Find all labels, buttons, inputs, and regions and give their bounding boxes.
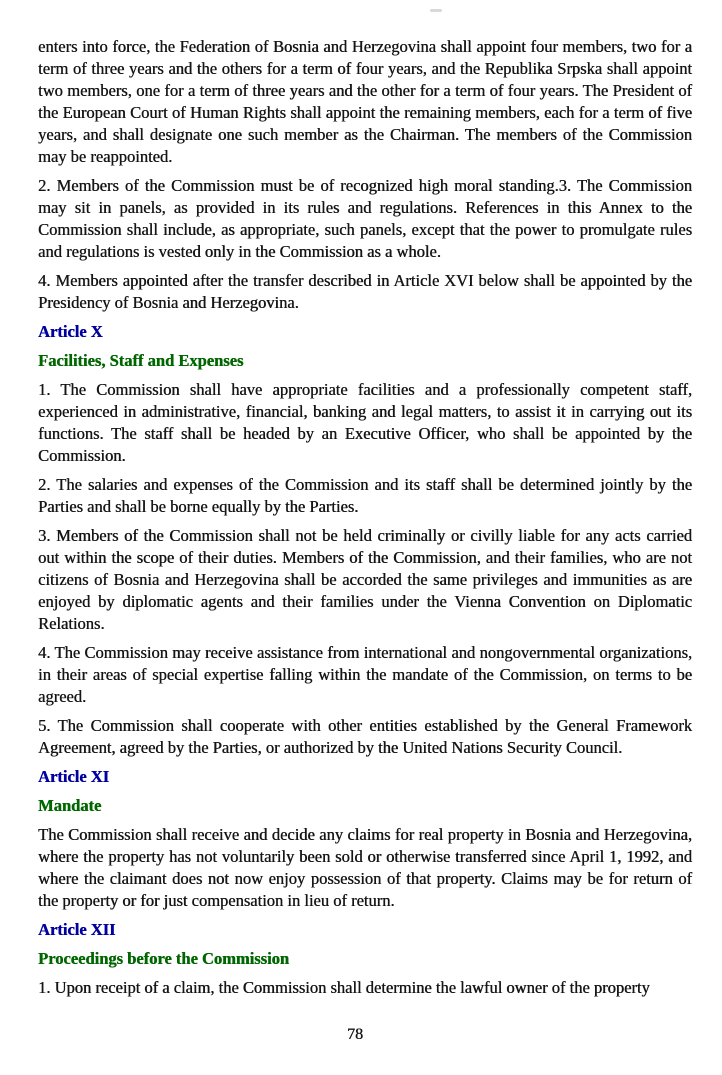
page-content <box>38 36 692 1006</box>
proceedings-heading: Proceedings before the Commission <box>38 949 289 968</box>
paragraph-cooperation: 5. The Commission shall cooperate with other entities established by the General Framework Agreement, agreed by the Parties, or authorized by the United Nations Security Council. <box>38 716 692 757</box>
paragraph-immunities: 3. Members of the Commission shall not be held criminally or civilly liable for any acts carried out within the scope of their duties. Members of the Commission, and their families, who are not citizens of Bosnia and Herzegovina shall be accorded the same privileges and immunities as are enjoyed by diplomatic agents and their families under the Vienna Convention on Diplomatic Relations. <box>38 526 692 633</box>
scan-artifact <box>430 9 442 12</box>
mandate-heading: Mandate <box>38 796 102 815</box>
paragraph-moral-standing: 2. Members of the Commission must be of recognized high moral standing.3. The Commission may sit in panels, as provided in its rules and regulations. References in this Annex to the Commission shall include, as appropriate, such panels, except that the power to promulgate rules and regulations is vested only in the Commission as a whole. <box>38 176 692 261</box>
paragraph-assistance: 4. The Commission may receive assistance from international and nongovernmental organizations, in their areas of special expertise falling within the mandate of the Commission, on terms to be agreed. <box>38 643 692 706</box>
paragraph-members-after-transfer: 4. Members appointed after the transfer described in Article XVI below shall be appointed by the Presidency of Bosnia and Herzegovina. <box>38 271 692 312</box>
paragraph-claim-receipt: 1. Upon receipt of a claim, the Commission shall determine the lawful owner of the property <box>38 978 650 997</box>
paragraph-facilities-staff: 1. The Commission shall have appropriate facilities and a professionally competent staff, experienced in administrative, financial, banking and legal matters, to assist it in carrying out its functions. The staff shall be headed by an Executive Officer, who shall be appointed by the Commission. <box>38 380 692 465</box>
paragraph-mandate: The Commission shall receive and decide any claims for real property in Bosnia and Herzegovina, where the property has not voluntarily been sold or otherwise transferred since April 1, 1992, and where the claimant does not now enjoy possession of that property. Claims may be for return of the property or for just compensation in lieu of return. <box>38 825 692 910</box>
article-xi-heading: Article XI <box>38 767 110 786</box>
page-number: 78 <box>347 1026 363 1043</box>
article-x-heading: Article X <box>38 322 103 341</box>
paragraph-salaries-expenses: 2. The salaries and expenses of the Commission and its staff shall be determined jointly by the Parties and shall be borne equally by the Parties. <box>38 475 692 516</box>
facilities-staff-expenses-heading: Facilities, Staff and Expenses <box>38 351 244 370</box>
article-xii-heading: Article XII <box>38 920 116 939</box>
paragraph-members-terms: enters into force, the Federation of Bosnia and Herzegovina shall appoint four members, two for a term of three years and the others for a term of four years, and the Republika Srpska shall appoint two members, one for a term of three years and the other for a term of four years. The President of the European Court of Human Rights shall appoint the remaining members, each for a term of five years, and shall designate one such member as the Chairman. The members of the Commission may be reappointed. <box>38 37 692 166</box>
